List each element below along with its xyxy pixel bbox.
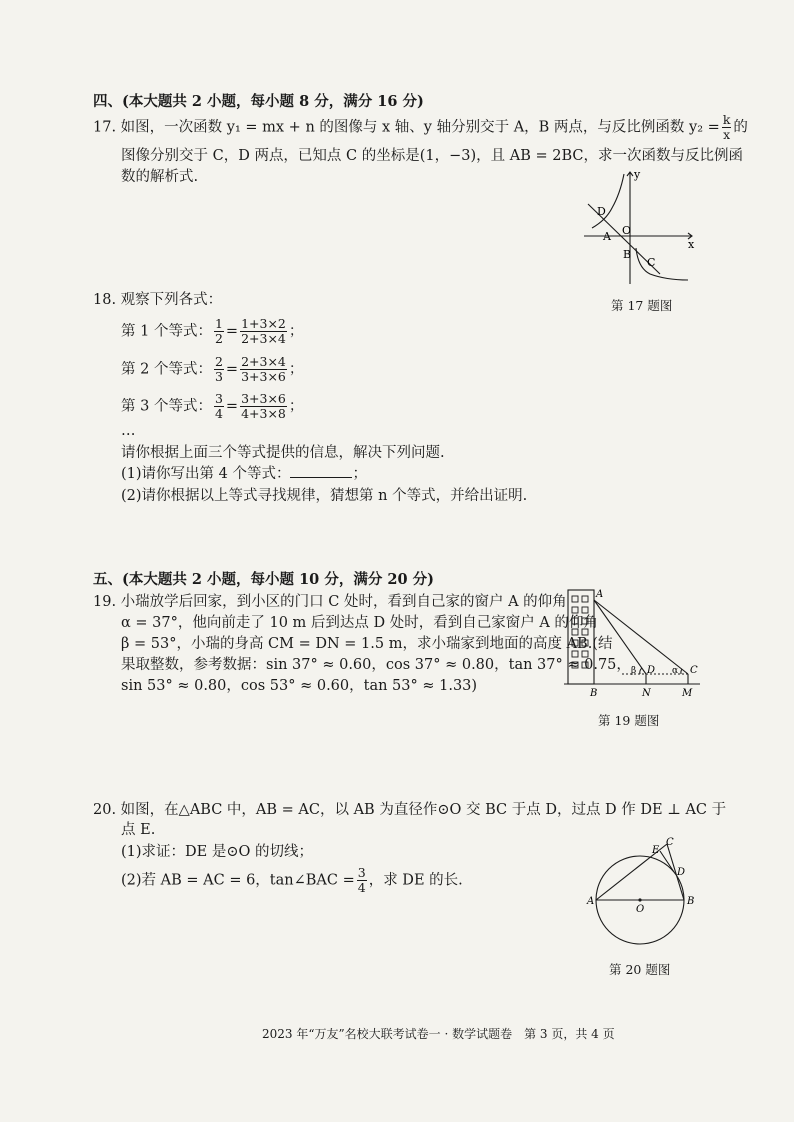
q18-eq2-r-num: 2+3×4 (241, 354, 286, 369)
q17-caption: 第 17 题图 (611, 298, 673, 313)
q20-part-1: (1)求证：DE 是⊙O 的切线； (121, 844, 314, 860)
q17-figure (578, 168, 698, 286)
q19-angle-beta-arc (640, 668, 642, 674)
q19-line-1: 19. 小瑞放学后回家，到小区的门口 C 处时，看到自己家的窗户 A 的仰角 (93, 594, 567, 610)
q18-eq2-label: 第 2 个等式： (121, 361, 212, 378)
q20-label-a: A (587, 896, 595, 907)
q17-line-3: 数的解析式. (121, 169, 199, 185)
q18-eq3-l-num: 3 (214, 391, 223, 406)
q17-frac-num: k (722, 112, 731, 127)
q17-frac-den: x (723, 127, 731, 142)
q17-label-o: O (622, 224, 632, 237)
q18-part1-text: (1)请你写出第 4 个等式： (121, 466, 291, 482)
q18-eq1-right (240, 317, 287, 346)
q19-label-alpha: α (672, 666, 679, 676)
q19-building (568, 590, 594, 684)
q20-caption: 第 20 题图 (609, 962, 671, 977)
q17-label-x: x (688, 238, 695, 251)
q18-eq3-end: ； (288, 398, 304, 415)
q17-label-b: B (623, 248, 632, 261)
q18-eq3-label: 第 3 个等式： (121, 398, 212, 415)
q18-eq1-label: 第 1 个等式： (121, 323, 212, 340)
q17-label-a: A (603, 230, 611, 243)
q20-frac-den: 4 (357, 880, 366, 895)
q18-eq2-end: ； (288, 361, 304, 378)
q19-label-m: M (682, 688, 693, 699)
q19-label-c: C (690, 665, 698, 676)
q17-fraction (722, 113, 732, 142)
q18-eq2-l-num: 2 (214, 354, 223, 369)
page-footer: 2023 年“万友”名校大联考试卷一 · 数学试题卷 第 3 页，共 4 页 (262, 1027, 615, 1041)
q18-instruction: 请你根据上面三个等式提供的信息，解决下列问题. (121, 445, 445, 461)
q20-label-d: D (677, 867, 686, 878)
q18-eq1-l-den: 2 (214, 331, 223, 346)
q19-label-b: B (590, 688, 598, 699)
q18-part-2: (2)请你根据以上等式寻找规律，猜想第 n 个等式，并给出证明. (121, 488, 528, 504)
q20-label-b: B (687, 896, 695, 907)
q18-eq3-r-num: 3+3×6 (241, 391, 286, 406)
q17-line-1 (93, 113, 748, 142)
q19-line-4: 果取整数，参考数据：sin 37° ≈ 0.60，cos 37° ≈ 0.80，tan 37° ≈ 0.75， (121, 657, 631, 673)
q18-part1-end: ； (352, 466, 367, 482)
q18-ellipsis: … (121, 423, 136, 439)
q20-part2-a: (2)若 AB = AC = 6，tan∠BAC = (121, 872, 355, 889)
q20-part2-b: ，求 DE 的长. (368, 872, 463, 889)
q20-label-o: O (636, 904, 645, 915)
q19-figure (560, 586, 704, 700)
q19-windows (572, 596, 588, 668)
q20-label-e: E (652, 845, 660, 856)
q19-angle-alpha-arc (681, 669, 682, 674)
q17-hyperbola-right (636, 248, 688, 280)
q20-center-point (638, 898, 641, 901)
q18-eq3-l-den: 4 (214, 406, 223, 421)
q18-eq1-end: ； (288, 323, 304, 340)
q18-eq-2: 第 2 个等式： $\frac{2}{3}$ = $\frac{2+3\times 4}{3+3\times 6}$ ； (121, 354, 304, 384)
q20-figure (584, 834, 704, 950)
q17-text-1: 17. 如图，一次函数 y₁ = mx + n 的图像与 x 轴、y 轴分别交于 A，B 两点，与反比例函数 y₂ = (93, 119, 720, 136)
q17-line-2: 图像分别交于 C，D 两点，已知点 C 的坐标是(1，−3)，且 AB = 2BC，求一次函数与反比例函 (121, 148, 744, 164)
section-5-heading: 五、(本大题共 2 小题，每小题 10 分，满分 20 分) (93, 571, 434, 588)
q18-eq-1: 第 1 个等式： $\frac{1}{2}$ = $\frac{1+3\times 2}{2+3\times 4}$ ； (121, 316, 304, 346)
q19-label-d: D (647, 665, 656, 676)
q17-label-y: y (634, 168, 641, 181)
q18-eq1-l-num: 1 (214, 316, 223, 331)
q18-eq1-r-num: 1+3×2 (241, 316, 286, 331)
q20-frac-num: 3 (357, 865, 366, 880)
section-4-heading: 四、(本大题共 2 小题，每小题 8 分，满分 16 分) (93, 93, 424, 110)
q19-caption: 第 19 题图 (598, 713, 660, 728)
q20-label-c: C (666, 837, 674, 848)
q18-eq3-left (214, 392, 224, 421)
q18-eq3-r-den: 4+3×8 (241, 406, 286, 421)
q18-eq2-l-den: 3 (214, 369, 223, 384)
q20-line-1: 20. 如图，在△ABC 中，AB = AC，以 AB 为直径作⊙O 交 BC 于点 D，过点 D 作 DE ⊥ AC 于 (93, 802, 727, 818)
q19-line-3: β = 53°，小瑞的身高 CM = DN = 1.5 m，求小瑞家到地面的高度 AB.(结 (121, 636, 613, 652)
q18-eq1-r-den: 2+3×4 (241, 331, 286, 346)
q20-part-2 (121, 866, 463, 895)
q18-eq2-r-den: 3+3×6 (241, 369, 286, 384)
q19-label-n: N (642, 688, 651, 699)
q19-sightline-d (594, 600, 646, 674)
q19-label-beta: β (631, 666, 637, 676)
q17-label-d: D (597, 205, 606, 218)
q18-eq1-left (214, 317, 224, 346)
q18-eq-3: 第 3 个等式： $\frac{3}{4}$ = $\frac{3+3\times 6}{4+3\times 8}$ ； (121, 391, 304, 421)
q18-answer-blank (290, 463, 352, 478)
q18-eq2-right (240, 355, 287, 384)
q18-intro: 18. 观察下列各式： (93, 292, 223, 308)
q18-eq3-right (240, 392, 287, 421)
q20-fraction (357, 866, 367, 895)
q19-label-a: A (596, 589, 604, 600)
q17-hyperbola-left (592, 174, 624, 228)
q20-line-2: 点 E. (121, 822, 156, 838)
q18-part-1 (121, 463, 367, 485)
q19-line-5: sin 53° ≈ 0.80，cos 53° ≈ 0.60，tan 53° ≈ 1.33) (121, 678, 478, 694)
q18-eq2-left (214, 355, 224, 384)
q17-label-c: C (647, 256, 656, 269)
q19-line-2: α = 37°，他向前走了 10 m 后到达点 D 处时，看到自己家窗户 A 的仰角 (121, 615, 598, 631)
q19-sightline-c (594, 600, 688, 674)
q17-text-1-end: 的 (733, 119, 748, 136)
